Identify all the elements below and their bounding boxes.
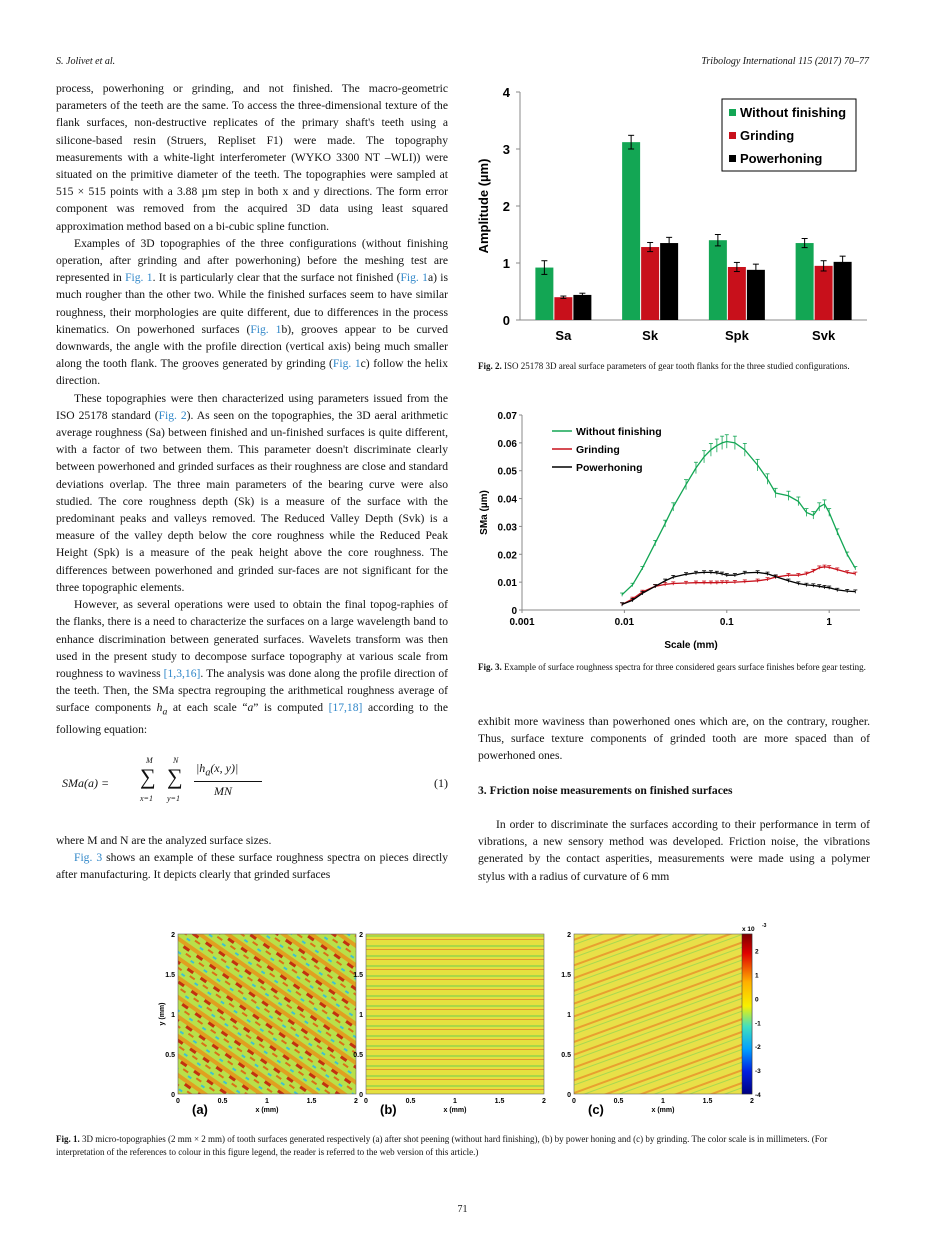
bar (747, 270, 765, 320)
bar (709, 240, 727, 320)
right-column-bottom (478, 816, 870, 885)
bar (622, 142, 640, 320)
colorbar-tick-label: 2 (755, 948, 759, 956)
x-tick-label: 1 (265, 1098, 269, 1105)
legend-swatch (729, 132, 736, 139)
x-tick-label: 0.001 (509, 617, 535, 628)
x-tick-label: 0 (572, 1098, 576, 1105)
paragraph: Examples of 3D topographies of the three configurations (without finishing operation, after grinding and after powerhoning) before the meshing test are represented in Fig. 1. It is particularly clear that the surface not finished (Fig. 1a) is much rougher than the other two. While the finished surfaces seem to have similar roughness, their morphologies are quite different, due to differences in the process kinematics. On powerhoned surfaces (Fig. 1b), grooves appear to be curved downwards, the angle with the profile direction (vertical axis) being much smaller along the tooth flank. The grooves generated by grinding (Fig. 1c) follow the helix direction. (56, 236, 449, 388)
legend-label: Without finishing (576, 426, 662, 438)
colorbar-tick-label: 0 (755, 996, 759, 1004)
paragraph: Fig. 3 shows an example of these surface roughness spectra on pieces directly after manufacturing. It depicts clearly that grinded surfaces (56, 851, 448, 882)
x-axis-label: Scale (mm) (664, 640, 718, 651)
y-tick-label: 0.04 (497, 494, 517, 506)
y-tick-label: 0.01 (497, 578, 517, 590)
running-header-journal: Tribology International 115 (2017) 70–77 (701, 56, 869, 67)
x-tick-label: 1 (826, 617, 832, 628)
y-tick-label: 2 (502, 199, 510, 214)
colorbar-tick-label: 1 (755, 972, 759, 980)
y-tick-label: 0 (567, 1092, 571, 1099)
y-tick-label: 2 (171, 932, 175, 939)
y-tick-label: 0 (359, 1092, 363, 1099)
left-column-bottom (56, 832, 448, 884)
fig1-link[interactable]: Fig. 1 (332, 357, 361, 371)
legend-swatch (729, 155, 736, 162)
x-tick-label: 2 (354, 1098, 358, 1105)
x-tick-label: 1 (661, 1098, 665, 1105)
series-line (622, 572, 855, 604)
legend-label: Grinding (576, 444, 620, 456)
legend-label: Grinding (740, 128, 795, 143)
running-header-authors: S. Jolivet et al. (56, 56, 116, 67)
paragraph: These topographies were then characterized using parameters issued from the ISO 25178 standard (Fig. 2). As seen on the topographies, the 3D aeral arithmetic average roughness (Sa) between finished and un-finished surfaces is quite different, with a factor of two between them. This parameter doesn't discriminate clearly between powerhoned and grinded surfaces as their roughness are close and standard deviations overlap. The three main parameters of the bearing curve were also studied. The core roughness depth (Sk) is a measure of the surface with the predominant peaks and valleys removed. The Reduced Valley Depth (Svk) is a measure of the valley depth below the core roughness while the Reduced Peak Height (Spk) is a measure of the peak height above the core roughness. The differences between powerhoned and grinded sur-faces are not significant for the three topographic elements. (56, 391, 448, 594)
fig1-link[interactable]: Fig. 1 (400, 271, 428, 285)
bar (728, 267, 746, 320)
x-axis-label: x (mm) (255, 1107, 279, 1114)
bar (796, 243, 814, 320)
y-tick-label: 0.5 (353, 1052, 363, 1059)
x-tick-label: Sa (555, 328, 572, 343)
y-tick-label: 1 (502, 256, 510, 271)
y-tick-label: 0.05 (497, 466, 517, 478)
equation: SMa(a) = M ∑ x=1 N ∑ y=1 $|h_a(x$, y)| MN (1) (62, 756, 448, 803)
x-tick-label: Spk (724, 328, 749, 343)
legend-swatch (729, 109, 736, 116)
x-tick-label: 0.01 (614, 617, 635, 628)
right-column (478, 713, 870, 765)
x-axis-label: x (mm) (651, 1107, 675, 1114)
colorbar-exponent: x 10 (742, 926, 755, 933)
y-tick-label: 0.07 (497, 411, 517, 422)
y-tick-label: 1 (359, 1012, 363, 1019)
fig3-caption: Fig. 3. Example of surface roughness spectra for three considered gears surface finishes before gear testing. (478, 662, 866, 672)
y-axis-label: Amplitude (µm) (476, 158, 491, 254)
legend-label: Powerhoning (740, 151, 823, 166)
y-tick-label: 0 (171, 1092, 175, 1099)
bar (660, 243, 678, 320)
x-tick-label: 0.1 (719, 617, 734, 628)
fig1-caption: Fig. 1. 3D micro-topographies (2 mm × 2 mm) of tooth surfaces generated respectively (a) after shot peening (without hard finishing), (b) by power honing and (c) by grinding. The color scale is in millimeters. (For interpretation of the references to colour in this figure legend, the reader is referred to the web version of this article.) (56, 1134, 828, 1157)
fig2-caption: Fig. 2. ISO 25178 3D areal surface parameters of gear tooth flanks for the three studied configurations. (478, 361, 850, 371)
x-tick-label: 1 (453, 1098, 457, 1105)
section-heading: 3. Friction noise measurements on finished surfaces (478, 784, 733, 797)
y-tick-label: 0.5 (561, 1052, 571, 1059)
paragraph: process, powerhoning or grinding, and not finished. The macro-geometric parameters of the teeth are the same. To access the three-dimensional texture of the flank surfaces, non-destructive replicates of the primary shaft's teeth using a silicone-based resin (Struers, Repliset F1) were made. The topography measurements with a white-light interferometer (WYKO 3300 NT –WLI)) were situated on the primitive diameter of the teeth. The topographies were sampled at 515 × 515 points with a 3.88 µm step in both x and y directions. The form error component was removed from the acquired 3D data using least squared approximation method based on a bi-cubic spline function. (56, 82, 448, 233)
x-tick-label: 0 (364, 1098, 368, 1105)
legend-label: Powerhoning (576, 462, 643, 474)
colorbar-exponent-power: -3 (762, 923, 767, 929)
y-axis-label: SMa (µm) (479, 490, 490, 535)
y-tick-label: 2 (567, 932, 571, 939)
fig2-bar-chart (472, 82, 872, 347)
y-tick-label: 2 (359, 932, 363, 939)
equation-lhs: SMa(a) = (62, 776, 110, 790)
x-tick-label: 0.5 (405, 1098, 416, 1105)
colorbar-tick-label: -1 (755, 1020, 761, 1028)
y-tick-label: 4 (502, 85, 510, 100)
colorbar-tick-label: -3 (755, 1068, 761, 1076)
paragraph: exhibit more waviness than powerhoned ones which are, on the contrary, rougher. Thus, surface texture components of grinded tooth are more spaced than of powerhoned ones. (478, 715, 870, 763)
bar (535, 268, 553, 320)
x-tick-label: 1.5 (702, 1098, 713, 1105)
topography-map (178, 934, 356, 1094)
x-tick-label: 2 (542, 1098, 546, 1105)
y-tick-label: 0.02 (497, 550, 517, 562)
y-tick-label: 1.5 (561, 972, 571, 979)
y-tick-label: 0.06 (497, 438, 517, 450)
equation-number: (1) (434, 776, 448, 790)
bar (641, 247, 659, 320)
x-tick-label: 0.5 (613, 1098, 624, 1105)
x-tick-label: 1.5 (306, 1098, 317, 1105)
panel-label: (b) (380, 1102, 397, 1117)
bar (815, 266, 833, 320)
y-tick-label: 0 (511, 606, 517, 617)
paragraph: In order to discriminate the surfaces according to their performance in term of vibrations, a new sensory method was developed. Friction noise, the vibrations generated by the contact asperities, measurements were made using a polymer stylus with a radius of curvature of 6 mm (478, 818, 870, 883)
colorbar (742, 934, 752, 1094)
topography-map (366, 934, 544, 1094)
series-line (622, 442, 855, 595)
x-tick-label: Sk (642, 328, 659, 343)
bar (834, 262, 852, 320)
left-column (56, 80, 448, 738)
x-tick-label: 0.5 (217, 1098, 228, 1105)
bar (554, 297, 572, 320)
reference-link[interactable]: [17,18] (328, 701, 363, 715)
fig2-link[interactable]: Fig. 2 (158, 408, 187, 422)
colorbar-tick-label: -4 (755, 1092, 761, 1099)
panel-label: (c) (588, 1102, 604, 1117)
y-tick-label: 0 (502, 313, 510, 328)
x-axis-label: x (mm) (443, 1107, 467, 1114)
y-tick-label: 1.5 (165, 972, 175, 979)
y-tick-label: 3 (502, 142, 510, 157)
x-tick-label: 2 (750, 1098, 754, 1105)
x-tick-label: 0 (176, 1098, 180, 1105)
fig3-line-chart (472, 405, 872, 655)
y-tick-label: 1 (171, 1012, 175, 1019)
panel-label: (a) (192, 1102, 208, 1117)
topography-map (574, 934, 752, 1094)
page-number: 71 (457, 1204, 468, 1215)
legend-label: Without finishing (740, 105, 847, 120)
paragraph: where M and N are the analyzed surface sizes. (56, 834, 272, 847)
fig3-link[interactable]: Fig. 3 (74, 851, 103, 865)
fig1-topography-figure (158, 922, 768, 1122)
reference-link[interactable]: [1,3,16] (163, 666, 201, 680)
bar (573, 295, 591, 320)
x-tick-label: 1.5 (494, 1098, 505, 1105)
y-tick-label: 0.5 (165, 1052, 175, 1059)
y-axis-label: y (mm) (159, 1002, 166, 1026)
fig1-link[interactable]: Fig. 1 (125, 271, 153, 285)
colorbar-tick-label: -2 (755, 1044, 761, 1052)
fig1-link[interactable]: Fig. 1 (250, 322, 282, 336)
y-tick-label: 0.03 (497, 522, 517, 534)
paragraph: However, as several operations were used to obtain the final topog-raphies of the flanks, there is a need to characterize the surfaces on a large wavelength band to enhance discrimination between generated surfaces. Wavelets transform was then used in the present study to decompose surface topography at various scale from roughness to waviness [1,3,16]. The analysis was done along the profile direction of the teeth. Then, the SMa spectra regrouping the arithmetical roughness average of surface components $h_a$ at each scale “a” is computed [17,18] according to the following equation: (56, 598, 448, 736)
x-tick-label: Svk (812, 328, 836, 343)
y-tick-label: 1.5 (353, 972, 363, 979)
y-tick-label: 1 (567, 1012, 571, 1019)
